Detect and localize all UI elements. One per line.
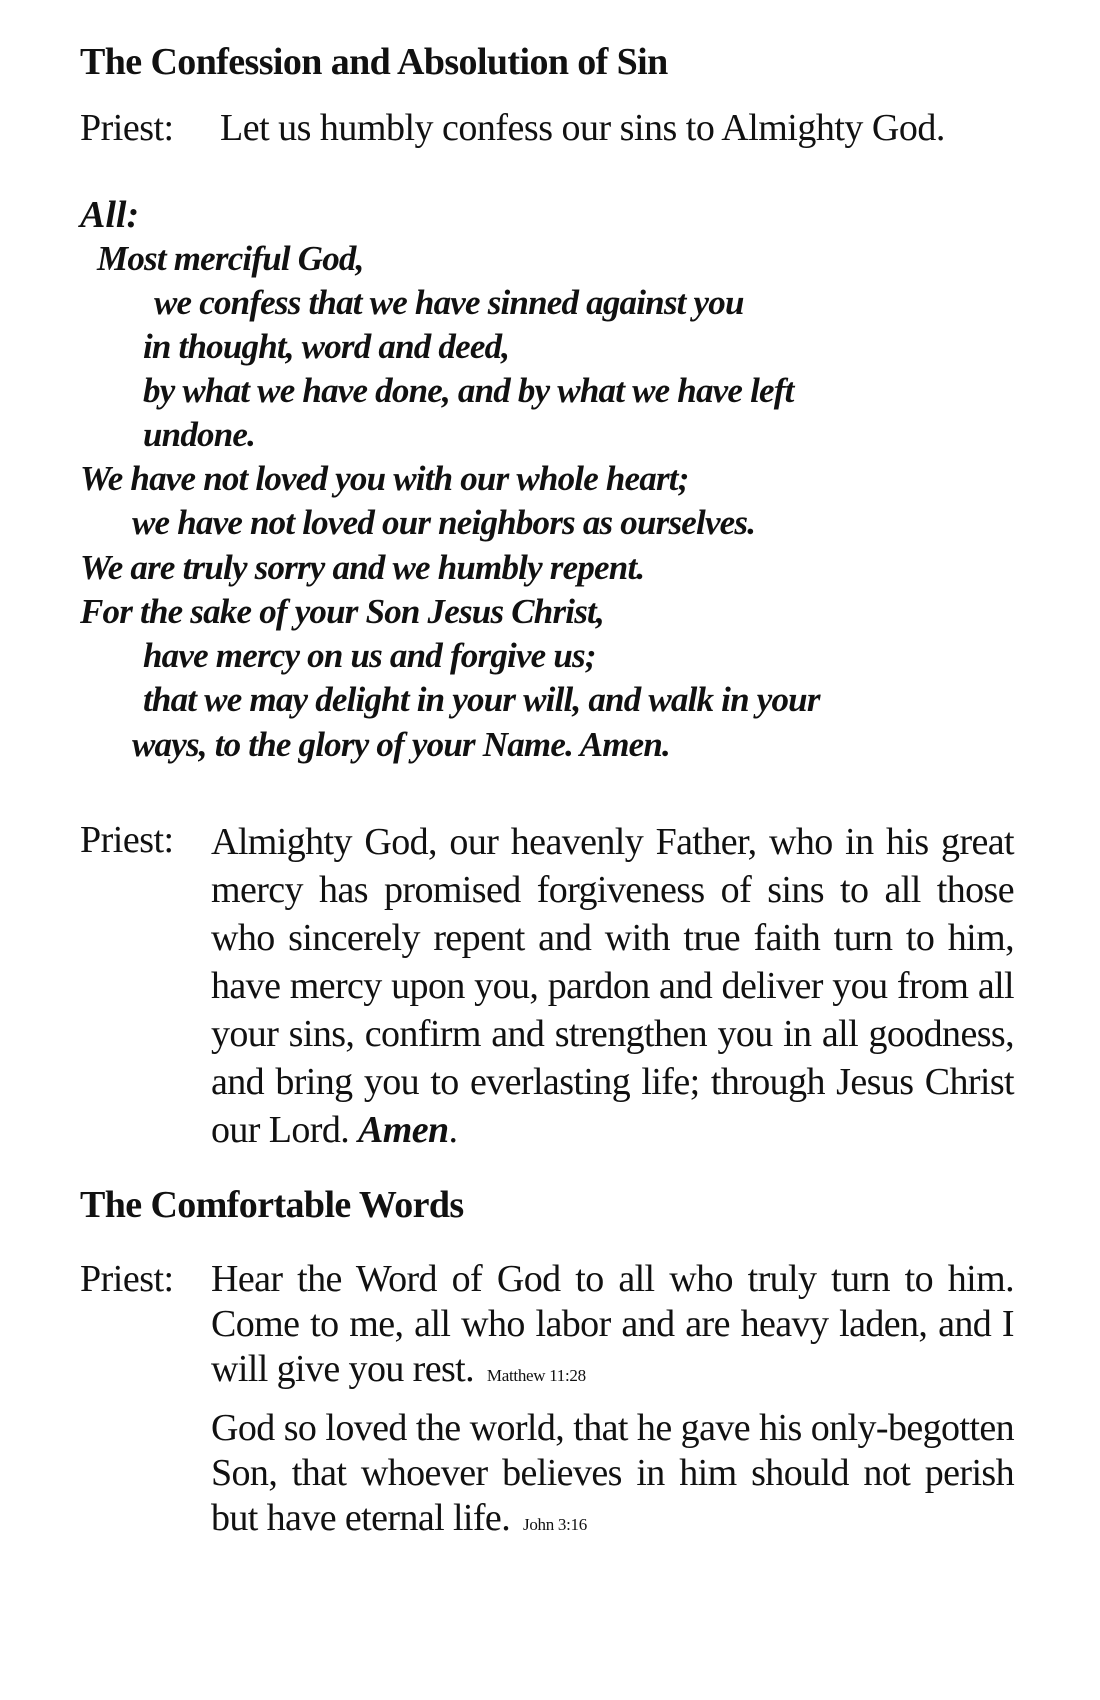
prayer-line: have mercy on us and forgive us; [143, 636, 596, 675]
confession-invitation [80, 106, 945, 150]
absolution-amen: Amen [358, 1109, 449, 1151]
confession-invitation-text: Let us humbly confess our sins to Almighty God. [220, 107, 945, 149]
prayer-line: We are truly sorry and we humbly repent. [80, 548, 645, 587]
prayer-line: in thought, word and deed, [143, 327, 510, 366]
all-label: All: [80, 194, 140, 236]
scripture-reference: John 3:16 [523, 1515, 587, 1534]
prayer-line: ways, to the glory of your Name. Amen. [132, 725, 671, 764]
absolution-text [211, 818, 1014, 1154]
absolution-body: Almighty God, our heavenly Father, who in his great mercy has promised forgiveness of sins to all those who sincerely repent and with true faith turn to him, have mercy upon you, pardon and deliver you from all your sins, confirm and strengthen you in all goodness, and bring you to everlasting life; through Jesus Christ our Lord. [211, 821, 1014, 1151]
comfortable-word-2 [211, 1406, 1014, 1547]
speaker-label: Priest: [80, 107, 174, 149]
speaker-label: Priest: [80, 819, 174, 861]
prayer-line: we confess that we have sinned against you [154, 283, 744, 322]
section-title-comfortable-words: The Comfortable Words [80, 1184, 464, 1226]
prayer-line: that we may delight in your will, and walk in your [143, 680, 820, 719]
speaker-label: Priest: [80, 1258, 174, 1300]
prayer-line: Most merciful God, [97, 239, 364, 278]
prayer-line: we have not loved our neighbors as ourselves. [132, 503, 756, 542]
prayer-line: We have not loved you with our whole heart; [80, 459, 689, 498]
prayer-line: undone. [143, 415, 256, 454]
absolution-end: . [448, 1109, 458, 1151]
section-title-confession: The Confession and Absolution of Sin [80, 41, 668, 83]
prayer-line: by what we have done, and by what we have left [143, 371, 794, 410]
comfortable-word-1 [211, 1257, 1014, 1398]
prayer-line: For the sake of your Son Jesus Christ, [80, 592, 604, 631]
comfortable-word-1-text: Hear the Word of God to all who truly turn to him. Come to me, all who labor and are heavy laden, and I will give you rest. [211, 1258, 1014, 1390]
comfortable-word-2-text: God so loved the world, that he gave his only-begotten Son, that whoever believes in him should not perish but have eternal life. [211, 1407, 1014, 1539]
scripture-reference: Matthew 11:28 [486, 1366, 586, 1385]
